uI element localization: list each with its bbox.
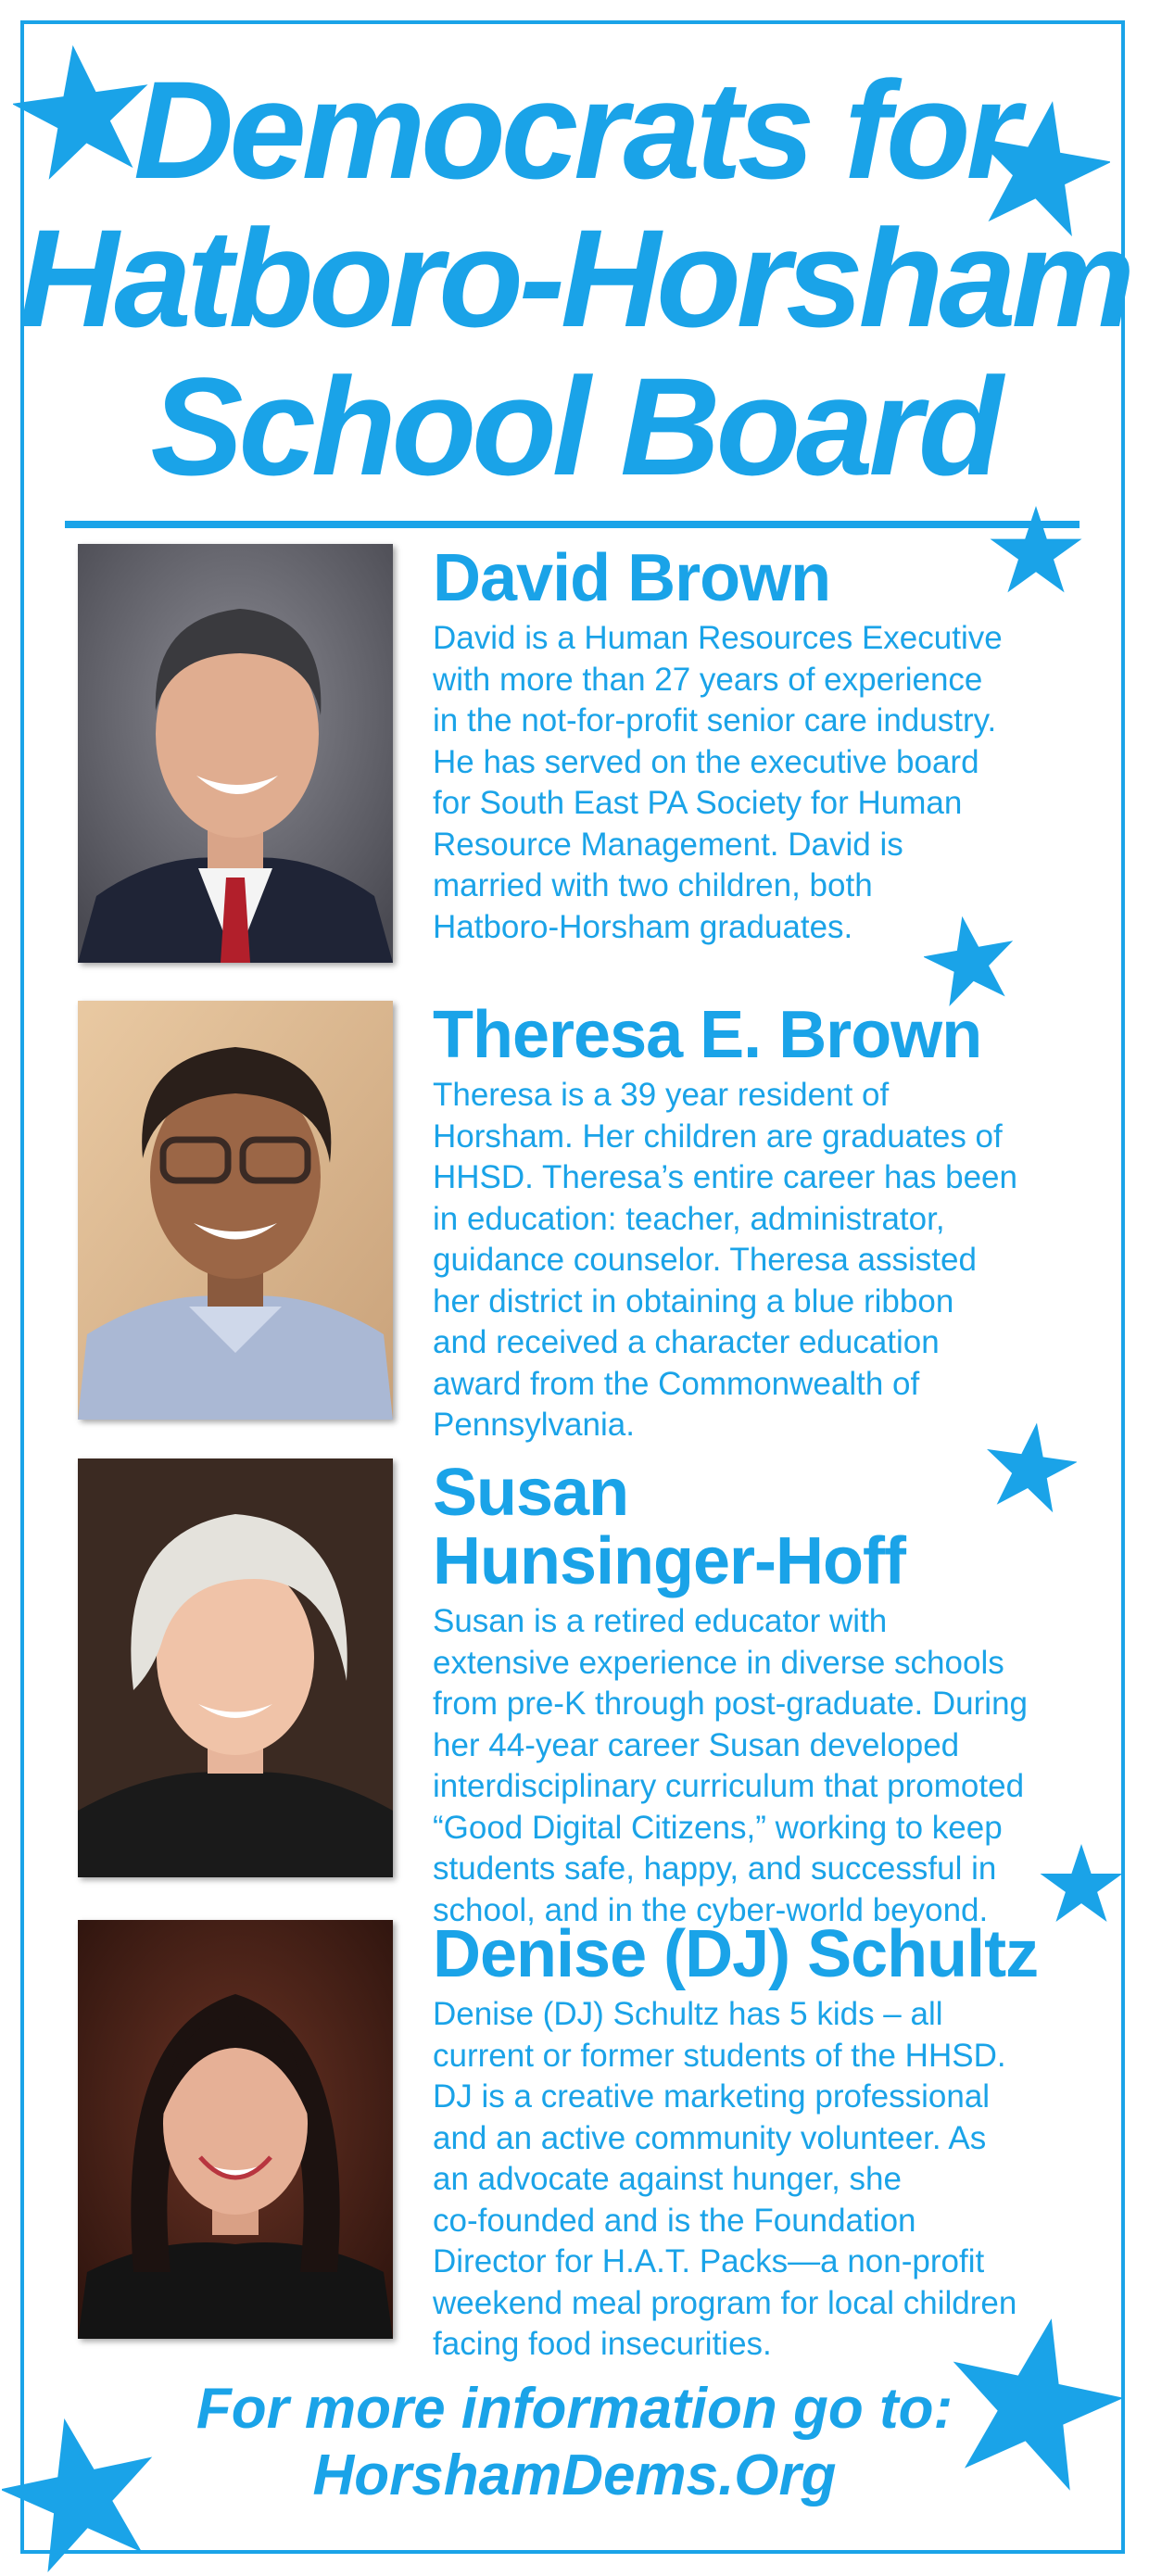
candidate-name: Theresa E. Brown — [433, 998, 982, 1072]
candidate-name: David Brown — [433, 541, 831, 615]
footer — [0, 2376, 1149, 2509]
title-divider — [65, 521, 1080, 528]
title-line-2: Hatboro-Horsham — [18, 200, 1131, 356]
title-line-3: School Board — [150, 348, 999, 504]
candidate-bio: Theresa is a 39 year resident of Horsham. Her children are graduates of HHSD. Theresa’s entire career has been in education: teacher, administrator, guidance counselor. Theresa assisted her district in obtaining a blue ribbon and received a character education award from the Commonwealth of Pennsylvania. — [433, 1077, 1017, 1443]
candidate-name: Susan Hunsinger-Hoff — [433, 1456, 905, 1598]
candidate-bio: Denise (DJ) Schultz has 5 kids – all current or former students of the HHSD. DJ is a creative marketing professional and an active community volunteer. As an advocate against hunger, she co-founded and is the Foundation Director for H.A.T. Packs—a non-profit weekend meal program for local children facing food insecurities. — [433, 1996, 1017, 2362]
candidate-name: Denise (DJ) Schultz — [433, 1917, 1039, 1991]
candidate-bio: David is a Human Resources Executive with more than 27 years of experience in the not-for-profit senior care industry. He has served on the executive board for South East PA Society for Human Resource Management. David is married with two children, both Hatboro-Horsham graduates. — [433, 620, 1003, 945]
candidate-photo — [78, 1920, 393, 2339]
candidate-bio: Susan is a retired educator with extensive experience in diverse schools from pre-K through post-graduate. During her 44-year career Susan developed interdisciplinary curriculum that promoted “Good Digital Citizens,” working to keep students safe, happy, and successful in school, and in the cyber-world beyond. — [433, 1603, 1028, 1928]
page-title — [0, 52, 1149, 504]
candidate-photo — [78, 1458, 393, 1877]
candidate-photo — [78, 544, 393, 963]
candidate-photo — [78, 1001, 393, 1420]
footer-info-text: For more information go to: — [196, 2377, 953, 2441]
title-line-1: Democrats for — [133, 52, 1016, 208]
website-link[interactable]: HorshamDems.Org — [312, 2443, 837, 2507]
